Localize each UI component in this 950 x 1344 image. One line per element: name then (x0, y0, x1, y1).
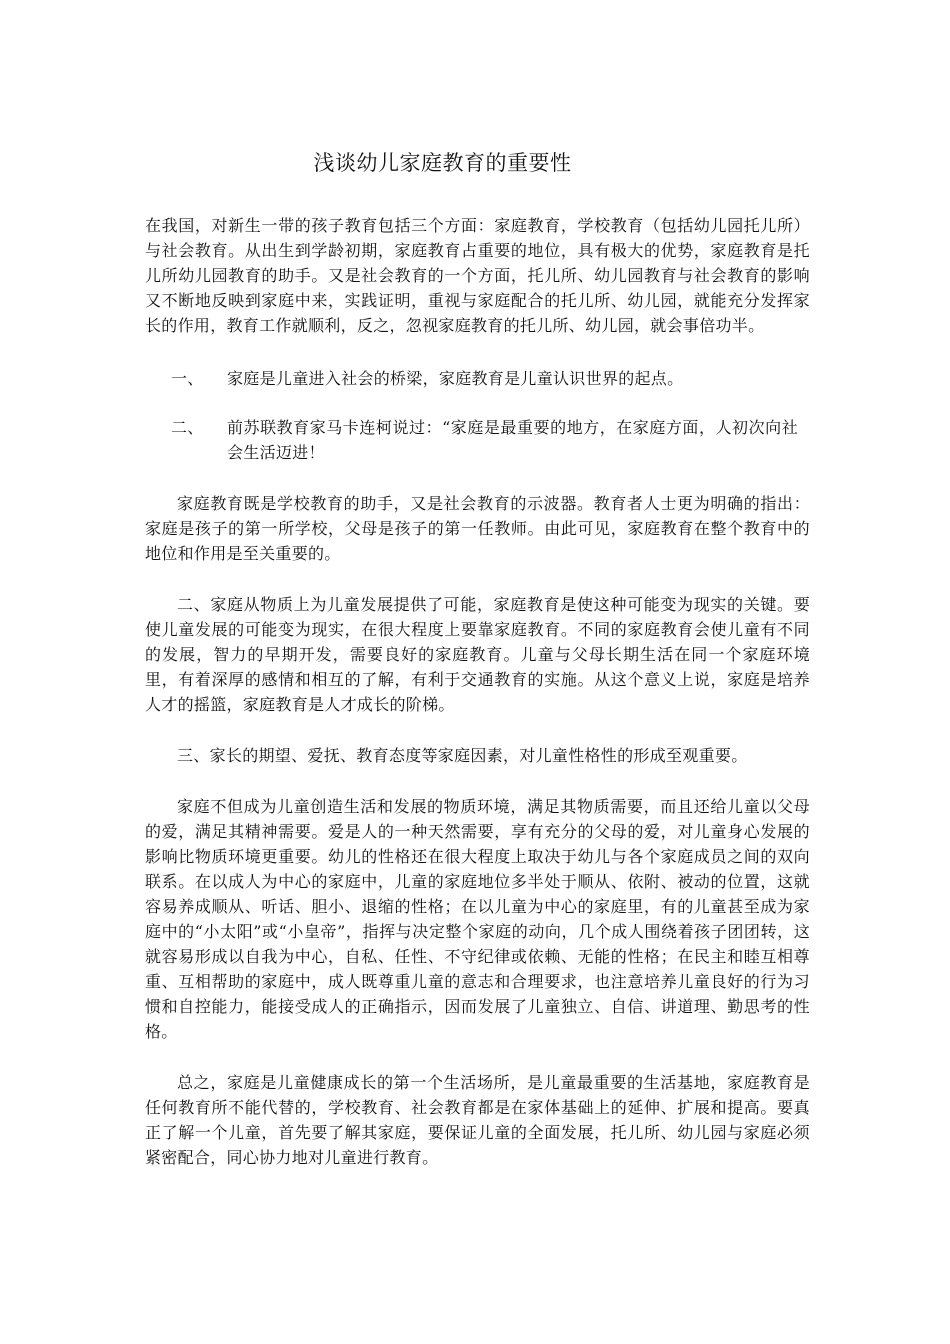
list-item-1 (145, 366, 810, 391)
paragraph-section-three: 三、家长的期望、爱抚、教育态度等家庭因素，对儿童性格性的形成至观重要。 (177, 746, 748, 765)
paragraph-conclusion: 总之，家庭是儿童健康成长的第一个生活场所，是儿童最重要的生活基地，家庭教育是任何教育所不能代替的，学校教育、社会教育都是在家体基础上的延伸、扩展和提高。要真正了解一个儿童，首先要了解其家庭，要保证儿童的全面发展，托儿所、幼儿园与家庭必须紧密配合，同心协力地对儿童进行教育。 (145, 1073, 810, 1167)
list-number: 一、 (171, 369, 204, 388)
list-text: 家庭是儿童进入社会的桥梁，家庭教育是儿童认识世界的起点。 (227, 369, 684, 388)
list-text: 前苏联教育家马卡连柯说过：“家庭是最重要的地方，在家庭方面，人初次向社会生活迈进！ (227, 418, 798, 462)
paragraph-character-formation: 家庭不但成为儿童创造生活和发展的物质环境，满足其物质需要，而且还给儿童以父母的爱，满足其精神需要。爱是人的一种天然需要，享有充分的父母的爱，对儿童身心发展的影响比物质环境更重要。幼儿的性格还在很大程度上取决于幼儿与各个家庭成员之间的双向联系。在以成人为中心的家庭中，儿童的家庭地位多半处于顺从、依附、被动的位置，这就容易养成顺从、听话、胆小、退缩的性格；在以儿童为中心的家庭里，有的儿童甚至成为家庭中的“小太阳”或“小皇帝”，指挥与决定整个家庭的动向，几个成人围绕着孩子团团转，这就容易形成以自我为中心，自私、任性、不守纪律或依赖、无能的性格；在民主和睦互相尊重、互相帮助的家庭中，成人既尊重儿童的意志和合理要求，也注意培养儿童良好的行为习惯和自控能力，能接受成人的正确指示，因而发展了儿童独立、自信、讲道理、勤思考的性格。 (145, 797, 810, 1041)
paragraph-section-two: 二、家庭从物质上为儿童发展提供了可能，家庭教育是使这种可能变为现实的关键。要使儿童发展的可能变为现实，在很大程度上要靠家庭教育。不同的家庭教育会使儿童有不同的发展，智力的早期开发，需要良好的家庭教育。儿童与父母长期生活在同一个家庭环境里，有着深厚的感情和相互的了解，有利于交通教育的实施。从这个意义上说，家庭是培养人才的摇篮，家庭教育是人才成长的阶梯。 (145, 595, 810, 714)
intro-paragraph: 在我国，对新生一带的孩子教育包括三个方面：家庭教育，学校教育（包括幼儿园托儿所）与社会教育。从出生到学龄初期，家庭教育占重要的地位，具有极大的优势，家庭教育是托儿所幼儿园教育的助手。又是社会教育的一个方面，托儿所、幼儿园教育与社会教育的影响又不断地反映到家庭中来，实践证明，重视与家庭配合的托儿所、幼儿园，就能充分发挥家长的作用，教育工作就顺利，反之，忽视家庭教育的托儿所、幼儿园，就会事倍功半。 (145, 216, 810, 335)
document-title: 浅谈幼儿家庭教育的重要性 (313, 151, 572, 175)
document-body (145, 213, 810, 1170)
list-item-2 (145, 415, 810, 465)
list-number: 二、 (171, 418, 204, 437)
paragraph-family-education-role: 家庭教育既是学校教育的助手，又是社会教育的示波器。教育者人士更为明确的指出：家庭是孩子的第一所学校，父母是孩子的第一任教师。由此可见，家庭教育在整个教育中的地位和作用是至关重要的。 (145, 494, 810, 563)
